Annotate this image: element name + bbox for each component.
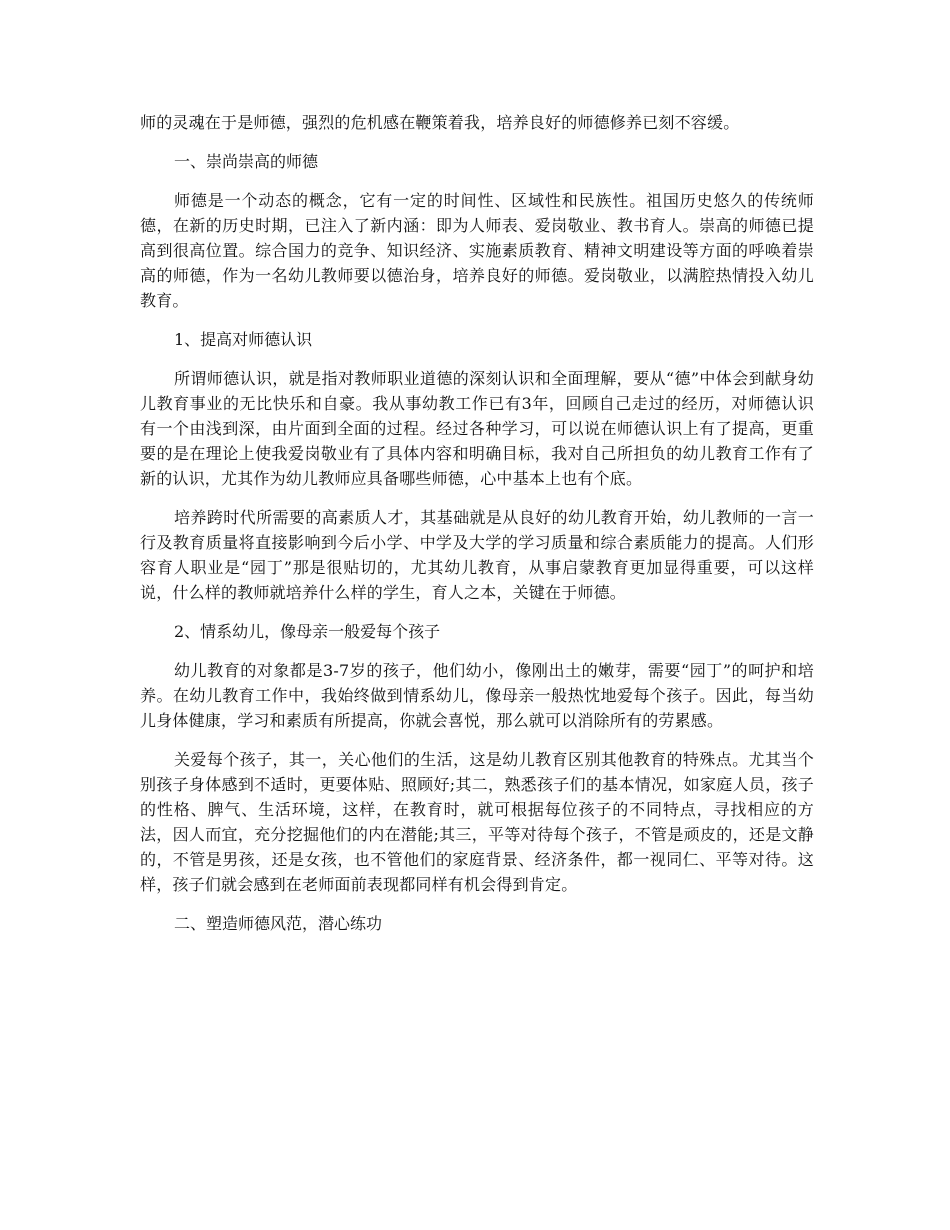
section-heading-1: 一、崇尚崇高的师德 xyxy=(174,152,319,171)
document-body xyxy=(140,110,814,950)
paragraph-ethics-awareness: 所谓师德认识，就是指对教师职业道德的深刻认识和全面理解，要从“德”中体会到献身幼儿教育事业的无比快乐和自豪。我从事幼教工作已有3年，回顾自己走过的经历，对师德认识有一个由浅到深，由片面到全面的过程。经过各种学习，可以说在师德认识上有了提高，更重要的是在理论上使我爱岗敬业有了具体内容和明确目标，我对自己所担负的幼儿教育工作有了新的认识，尤其作为幼儿教师应具备哪些师德，心中基本上也有个底。 xyxy=(140,369,814,488)
paragraph-continuation: 师的灵魂在于是师德，强烈的危机感在鞭策着我，培养良好的师德修养已刻不容缓。 xyxy=(140,113,740,132)
paragraph-care-each-child: 关爱每个孩子，其一，关心他们的生活，这是幼儿教育区别其他教育的特殊点。尤其当个别孩子身体感到不适时，更要体贴、照顾好;其二，熟悉孩子们的基本情况，如家庭人员，孩子的性格、脾气、生活环境，这样，在教育时，就可根据每位孩子的不同特点，寻找相应的方法，因人而宜，充分挖掘他们的内在潜能;其三，平等对待每个孩子，不管是顽皮的，还是文静的，不管是男孩，还是女孩，也不管他们的家庭背景、经济条件，都一视同仁、平等对待。这样，孩子们就会感到在老师面前表现都同样有机会得到肯定。 xyxy=(140,750,814,894)
section-heading-2: 二、塑造师德风范，潜心练功 xyxy=(174,914,383,933)
paragraph-child-care: 幼儿教育的对象都是3-7岁的孩子，他们幼小，像刚出土的嫩芽，需要“园丁”的呵护和培养。在幼儿教育工作中，我始终做到情系幼儿，像母亲一般热忱地爱每个孩子。因此，每当幼儿身体健康，学习和素质有所提高，你就会喜悦，那么就可以消除所有的劳累感。 xyxy=(140,661,814,730)
subheading-2: 2、情系幼儿，像母亲一般爱每个孩子 xyxy=(174,622,441,641)
paragraph-teacher-ethics: 师德是一个动态的概念，它有一定的时间性、区域性和民族性。祖国历史悠久的传统师德，在新的历史时期，已注入了新内涵：即为人师表、爱岗敬业、教书育人。崇高的师德已提高到很高位置。综合国力的竞争、知识经济、实施素质教育、精神文明建设等方面的呼唤着崇高的师德，作为一名幼儿教师要以德治身，培养良好的师德。爱岗敬业，以满腔热情投入幼儿教育。 xyxy=(140,191,814,310)
paragraph-talent-cultivation: 培养跨时代所需要的高素质人才，其基础就是从良好的幼儿教育开始，幼儿教师的一言一行及教育质量将直接影响到今后小学、中学及大学的学习质量和综合素质能力的提高。人们形容育人职业是“园丁”那是很贴切的，尤其幼儿教育，从事启蒙教育更加显得重要，可以这样说，什么样的教师就培养什么样的学生，育人之本，关键在于师德。 xyxy=(140,508,814,602)
subheading-1: 1、提高对师德认识 xyxy=(174,330,313,349)
